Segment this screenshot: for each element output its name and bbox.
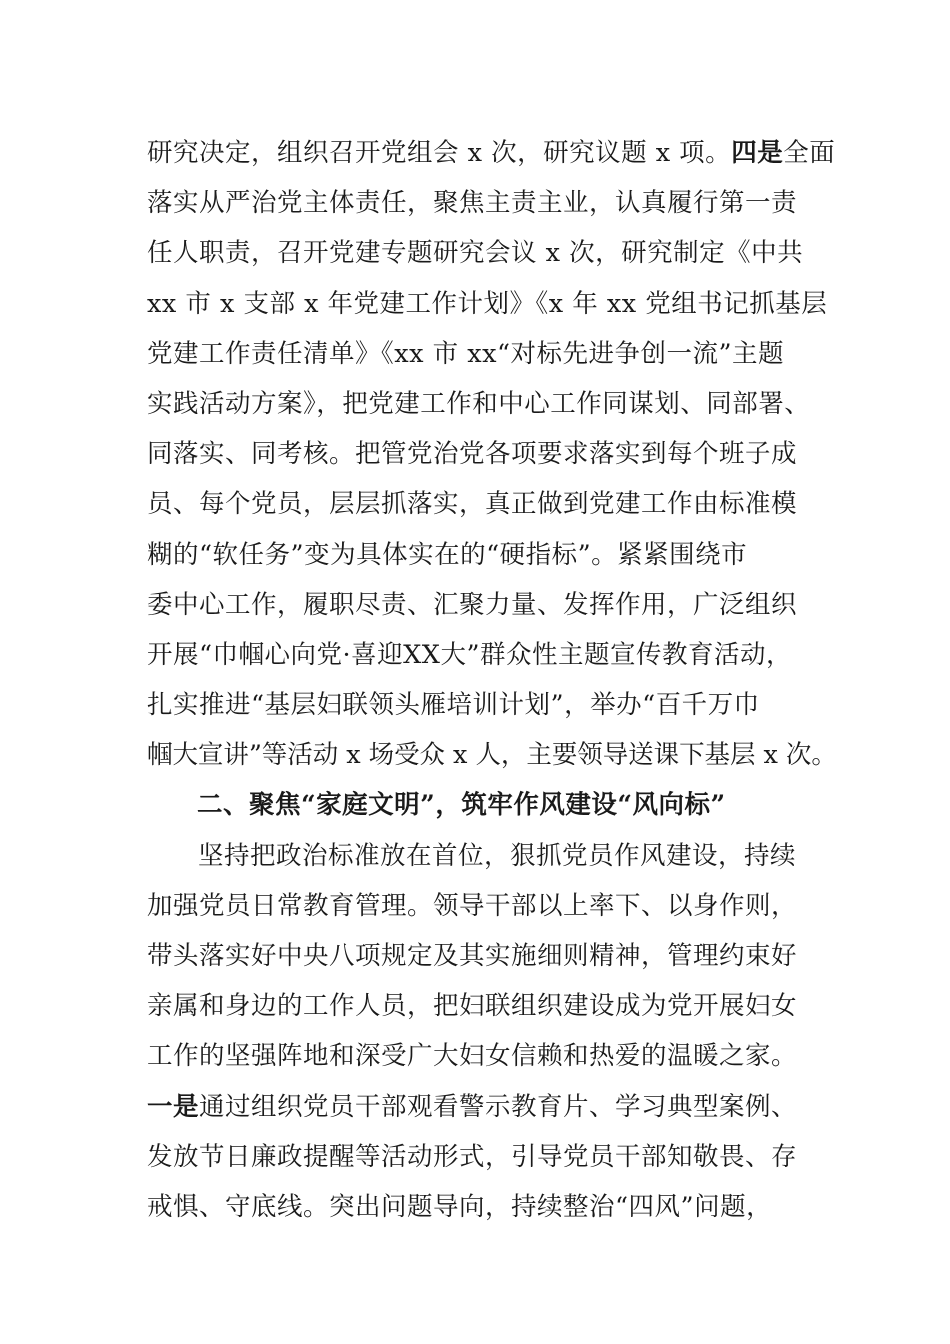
text-line [147,128,836,178]
text-segment: 党建工作责任清单》《xx 市 xx“对标先进争创一流”主题 [147,338,785,369]
text-line [147,630,827,680]
bold-lead-phrase: 四是 [731,138,784,168]
text-line [147,1082,827,1132]
text-segment: 任人职责，召开党建专题研究会议 x 次，研究制定《中共 [147,238,804,269]
text-line [147,680,827,730]
text-segment: 全面 [783,138,836,168]
text-segment: 委中心工作，履职尽责、汇聚力量、发挥作用，广泛组织 [147,589,798,620]
text-line [147,279,827,329]
text-segment: 发放节日廉政提醒等活动形式，引导党员干部知敬畏、存 [147,1141,798,1172]
text-segment: 实践活动方案》，把党建工作和中心工作同谋划、同部署、 [147,388,811,419]
text-line [147,580,827,630]
text-segment: 研究决定，组织召开党组会 x 次，研究议题 x 项。 [147,138,732,168]
text-segment: 同落实、同考核。把管党治党各项要求落实到每个班子成 [147,439,798,470]
text-line [147,981,827,1031]
bold-lead-phrase: 一是 [147,1091,200,1122]
text-segment: 通过组织党员干部观看警示教育片、学习典型案例、 [199,1091,798,1122]
text-line [147,479,827,529]
text-segment: 亲属和身边的工作人员，把妇联组织建设成为党开展妇女 [147,991,798,1022]
text-segment: 二、聚焦“家庭文明”，筑牢作风建设“风向标” [197,790,726,821]
text-segment: 戒惧、守底线。突出问题导向，持续整治“四风”问题， [147,1191,773,1222]
text-segment: 加强党员日常教育管理。领导干部以上率下、以身作则， [147,890,798,921]
text-line [147,379,827,429]
text-line [147,1182,827,1232]
text-segment: 帼大宣讲”等活动 x 场受众 x 人，主要领导送课下基层 x 次。 [147,740,837,771]
text-line [147,228,827,278]
paragraph-start-line [147,831,827,881]
text-segment: 糊的“软任务”变为具体实在的“硬指标”。紧紧围绕市 [147,539,748,570]
document-body [147,128,837,1232]
text-segment: 落实从严治党主体责任，聚焦主责主业，认真履行第一责 [147,188,798,219]
section-heading [147,780,827,830]
text-segment: xx 市 x 支部 x 年党建工作计划》《x 年 xx 党组书记抓基层 [147,288,828,319]
text-line [147,1031,827,1081]
text-line [147,530,827,580]
text-line [147,881,827,931]
text-segment: 带头落实好中央八项规定及其实施细则精神，管理约束好 [147,941,798,971]
text-line [147,1132,827,1182]
text-line [147,931,827,981]
text-segment: 开展“巾帼心向党·喜迎XX大”群众性主题宣传教育活动， [147,639,792,670]
text-line [147,429,827,479]
text-segment: 工作的坚强阵地和深受广大妇女信赖和热爱的温暖之家。 [147,1041,798,1072]
text-segment: 坚持把政治标准放在首位，狠抓党员作风建设，持续 [198,840,797,871]
text-line [147,178,827,228]
text-line [147,730,837,780]
text-segment: 员、每个党员，层层抓落实，真正做到党建工作由标准模 [147,489,798,520]
text-line [147,329,827,379]
text-segment: 扎实推进“基层妇联领头雁培训计划”，举办“百千万巾 [147,690,760,721]
